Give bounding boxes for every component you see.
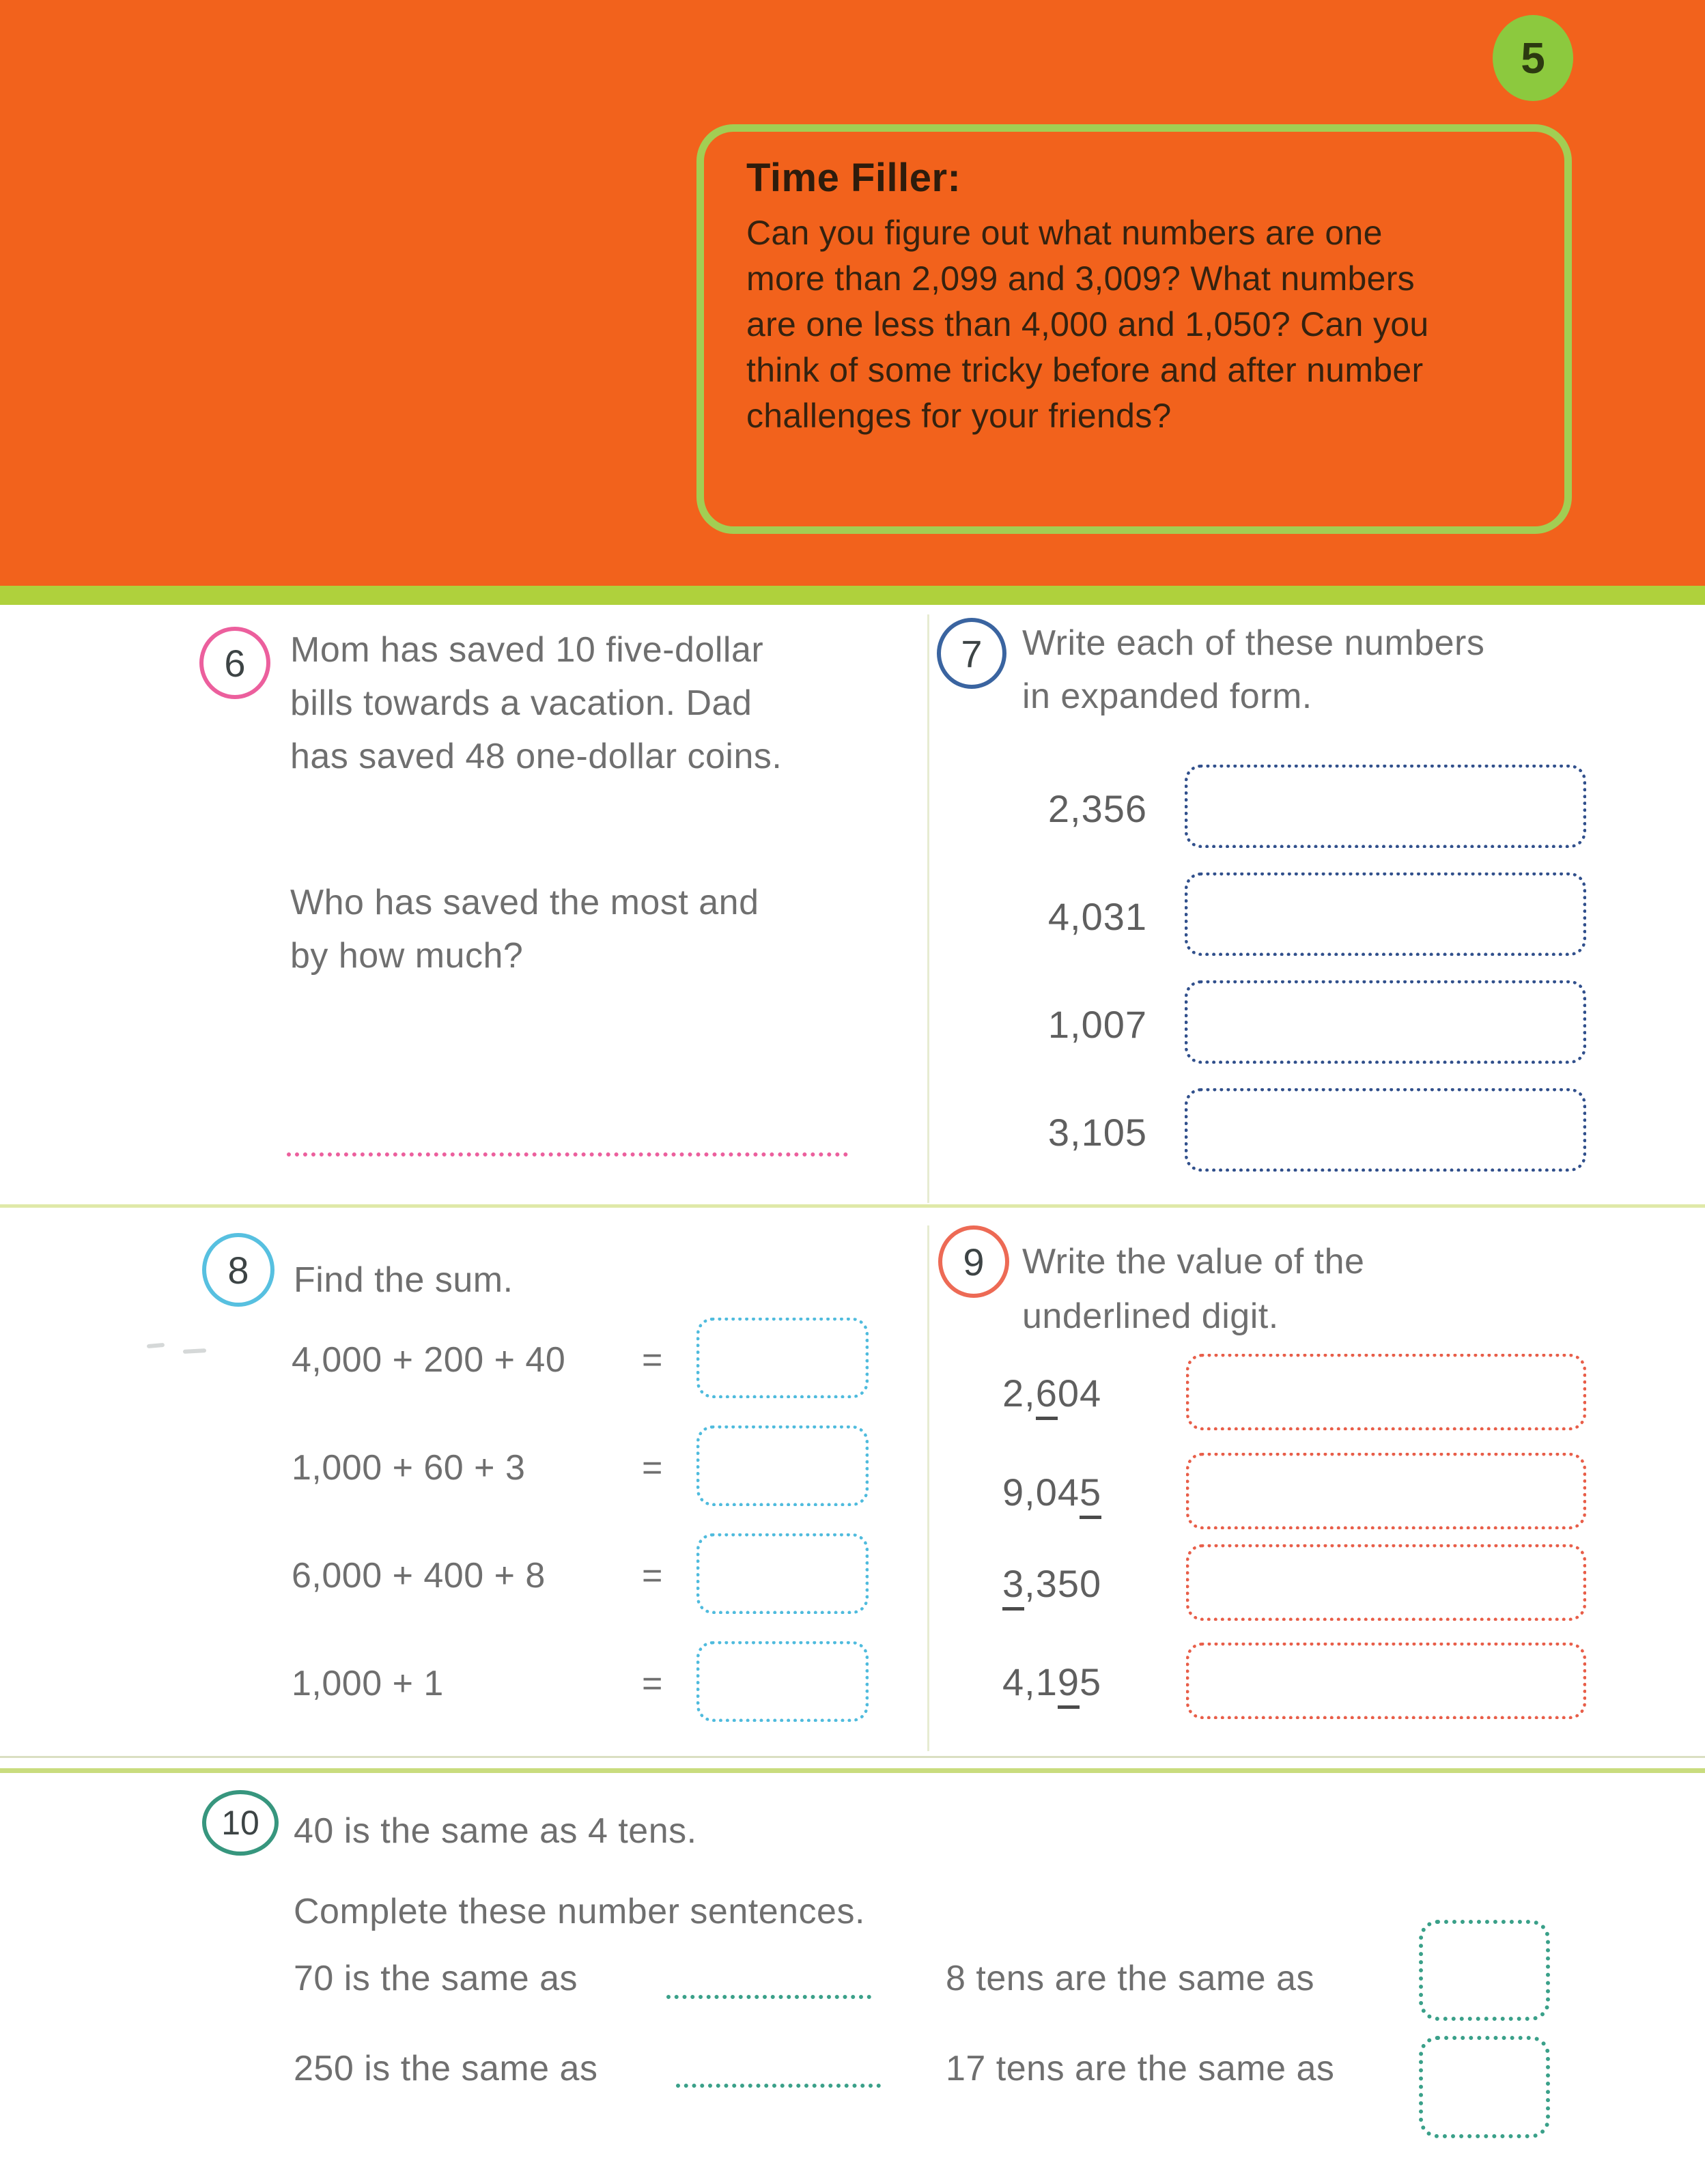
- q6-question-line: by how much?: [290, 936, 524, 976]
- question-number: 10: [221, 1804, 259, 1842]
- q7-number: 3,105: [1047, 1111, 1147, 1154]
- q10-statement: 40 is the same as 4 tens.: [294, 1811, 697, 1851]
- q7-answer-box-2[interactable]: [1185, 873, 1586, 956]
- q9-number: [1002, 1660, 1101, 1704]
- time-filler-line: Can you figure out what numbers are one: [746, 214, 1383, 252]
- pencil-mark: [147, 1343, 165, 1348]
- row-divider: [0, 1204, 1705, 1208]
- q8-equals: =: [642, 1556, 663, 1596]
- q10-sentence: 17 tens are the same as: [946, 2049, 1335, 2088]
- q8-equals: =: [642, 1664, 663, 1703]
- pencil-mark: [183, 1348, 206, 1354]
- q8-equation: 1,000 + 1: [292, 1664, 444, 1703]
- time-filler-line: challenges for your friends?: [746, 397, 1172, 435]
- q10-sentence: 70 is the same as: [294, 1959, 578, 1998]
- q7-answer-box-3[interactable]: [1185, 980, 1586, 1064]
- time-filler-box: [696, 124, 1572, 534]
- q8-equals: =: [642, 1448, 663, 1488]
- q9-answer-box-1[interactable]: [1186, 1354, 1586, 1430]
- underlined-digit: 3: [1002, 1562, 1024, 1611]
- header-divider-band: [0, 586, 1705, 605]
- digit-group: 5: [1080, 1660, 1102, 1703]
- column-divider: [927, 1225, 929, 1751]
- q8-prompt: Find the sum.: [294, 1260, 513, 1300]
- digit-group: 9,04: [1002, 1471, 1080, 1514]
- page-number-badge: [1493, 15, 1573, 101]
- q6-answer-line[interactable]: [287, 1152, 848, 1157]
- question-6-badge: [199, 627, 270, 699]
- digit-group: 4,1: [1002, 1660, 1058, 1703]
- time-filler-line: more than 2,099 and 3,009? What numbers: [746, 259, 1415, 298]
- q6-problem-line: has saved 48 one-dollar coins.: [290, 737, 783, 776]
- question-10-badge: [202, 1790, 279, 1856]
- q9-number: [1002, 1470, 1101, 1514]
- time-filler-line: think of some tricky before and after number: [746, 351, 1424, 389]
- page-number: 5: [1521, 33, 1545, 83]
- q9-prompt-line: Write the value of the: [1022, 1242, 1365, 1281]
- q10-answer-line-2[interactable]: [676, 2084, 881, 2088]
- q6-problem-line: bills towards a vacation. Dad: [290, 683, 752, 723]
- q10-prompt: Complete these number sentences.: [294, 1892, 865, 1931]
- underlined-digit: 6: [1036, 1372, 1058, 1420]
- q9-answer-box-3[interactable]: [1186, 1544, 1586, 1621]
- column-divider: [927, 614, 929, 1203]
- q8-equation: 4,000 + 200 + 40: [292, 1340, 566, 1380]
- q8-equals: =: [642, 1340, 663, 1380]
- q10-answer-line-1[interactable]: [666, 1995, 871, 1999]
- q9-answer-box-4[interactable]: [1186, 1643, 1586, 1719]
- q7-answer-box-4[interactable]: [1185, 1088, 1586, 1172]
- q8-answer-box-4[interactable]: [696, 1641, 869, 1722]
- digit-group: 04: [1057, 1372, 1102, 1415]
- q8-answer-box-1[interactable]: [696, 1318, 869, 1398]
- q8-equation: 6,000 + 400 + 8: [292, 1556, 546, 1596]
- question-number: 8: [227, 1248, 249, 1292]
- underlined-digit: 5: [1080, 1471, 1101, 1519]
- row-divider: [0, 1756, 1705, 1758]
- row-divider-band: [0, 1768, 1705, 1773]
- underlined-digit: 9: [1058, 1660, 1080, 1709]
- question-8-badge: [202, 1233, 274, 1307]
- q7-prompt-line: in expanded form.: [1022, 677, 1312, 716]
- q8-answer-box-2[interactable]: [696, 1426, 869, 1506]
- question-number: 7: [961, 632, 983, 675]
- q7-number: 1,007: [1047, 1003, 1147, 1046]
- time-filler-title: Time Filler:: [746, 156, 961, 200]
- q8-answer-box-3[interactable]: [696, 1533, 869, 1614]
- q6-question-line: Who has saved the most and: [290, 883, 759, 922]
- q7-number: 2,356: [1047, 787, 1147, 830]
- q8-equation: 1,000 + 60 + 3: [292, 1448, 526, 1488]
- q10-answer-box-1[interactable]: [1419, 1920, 1550, 2021]
- q9-number: [1002, 1371, 1101, 1415]
- question-number: 6: [224, 641, 246, 685]
- time-filler-line: are one less than 4,000 and 1,050? Can you: [746, 305, 1429, 343]
- digit-group: 2,: [1002, 1372, 1036, 1415]
- q7-answer-box-1[interactable]: [1185, 765, 1586, 848]
- q10-sentence: 250 is the same as: [294, 2049, 598, 2088]
- q10-answer-box-2[interactable]: [1419, 2036, 1550, 2138]
- q7-prompt-line: Write each of these numbers: [1022, 623, 1485, 663]
- q6-problem-line: Mom has saved 10 five-dollar: [290, 630, 764, 670]
- question-number: 9: [963, 1240, 985, 1284]
- question-9-badge: [938, 1225, 1009, 1298]
- q9-number: [1002, 1561, 1101, 1606]
- question-7-badge: [937, 618, 1006, 689]
- q10-sentence: 8 tens are the same as: [946, 1959, 1314, 1998]
- q9-prompt-line: underlined digit.: [1022, 1296, 1279, 1336]
- digit-group: ,350: [1024, 1562, 1102, 1605]
- q7-number: 4,031: [1047, 895, 1147, 938]
- q9-answer-box-2[interactable]: [1186, 1453, 1586, 1529]
